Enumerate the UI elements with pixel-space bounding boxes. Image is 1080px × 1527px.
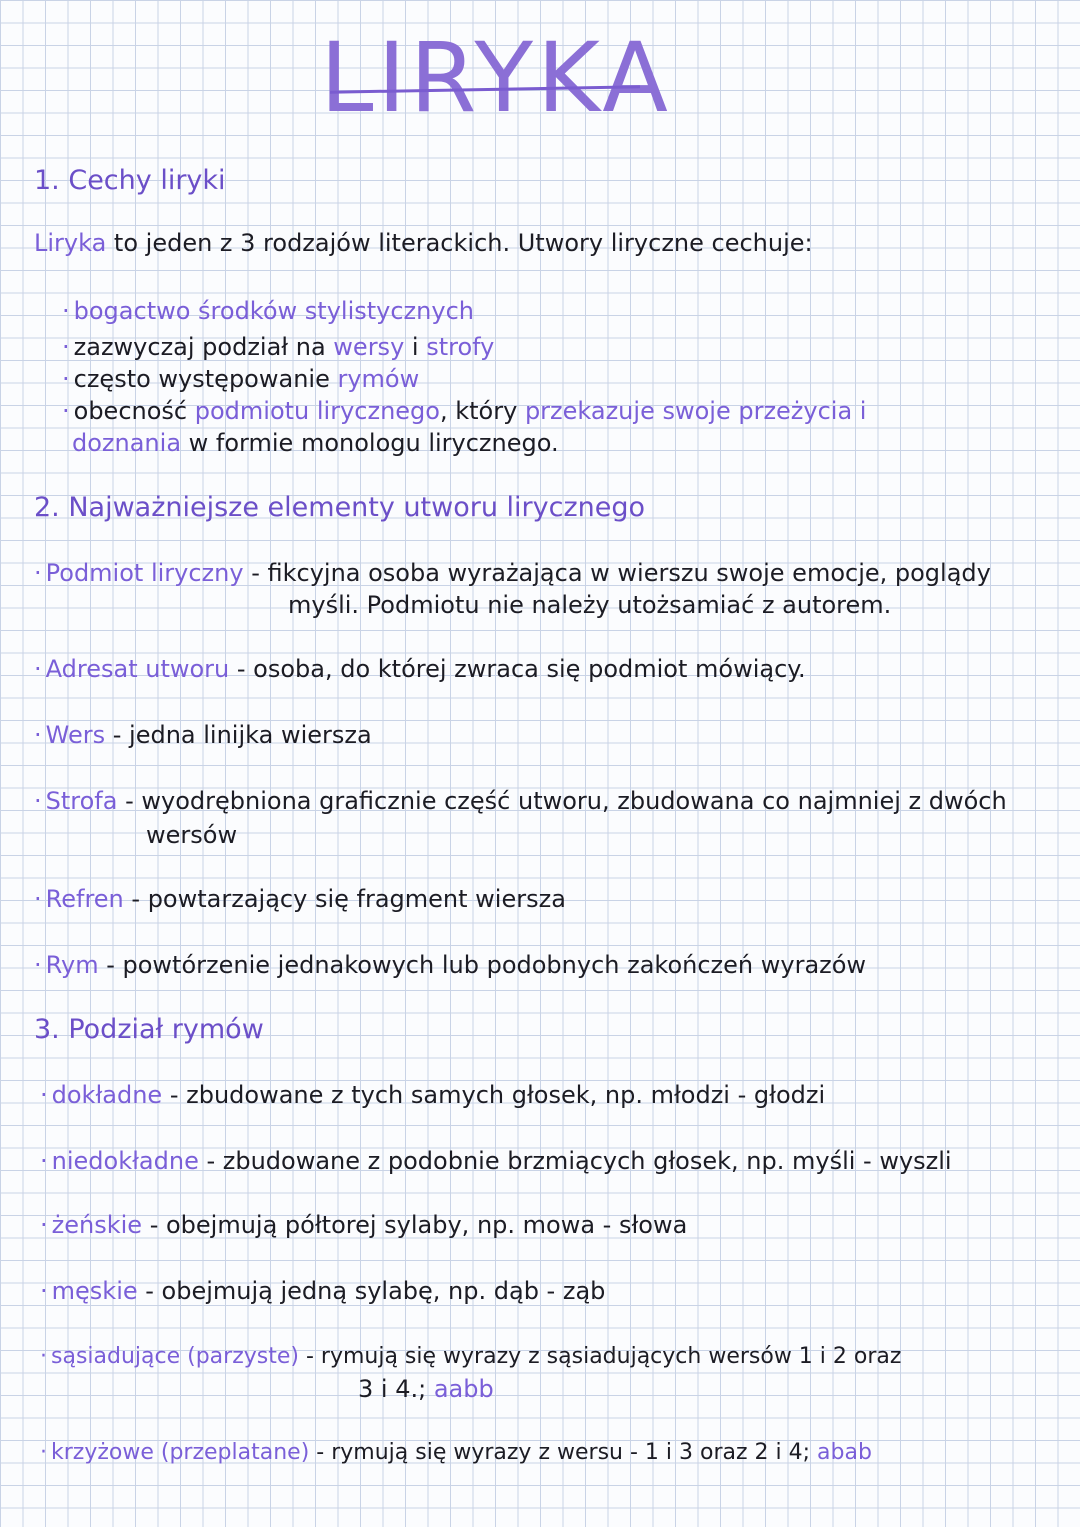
list-item: · bogactwo środków stylistycznych xyxy=(62,297,474,325)
rhyme-type-item: · krzyżowe (przeplatane) - rymują się wyrazy z wersu - 1 i 3 oraz 2 i 4; abab xyxy=(40,1440,872,1465)
definition-term: Strofa xyxy=(45,787,118,815)
bullet-text: obecność xyxy=(73,397,195,425)
definition-term: Adresat utworu xyxy=(45,655,230,683)
page-title: LIRYKA xyxy=(320,22,672,134)
definition-text: - fikcyjna osoba wyrażająca w wierszu swoje emocje, poglądy xyxy=(243,559,991,587)
bullet-highlight: strofy xyxy=(426,333,495,361)
rhyme-term: krzyżowe (przeplatane) xyxy=(51,1440,310,1465)
rhyme-text: - zbudowane z tych samych głosek, np. młodzi - głodzi xyxy=(162,1081,826,1109)
rhyme-text: 3 i 4.; xyxy=(358,1375,434,1403)
section-heading-2: 2. Najważniejsze elementy utworu lirycznego xyxy=(34,492,646,523)
definition-term: Podmiot liryczny xyxy=(45,559,244,587)
definition-item: · Podmiot liryczny - fikcyjna osoba wyrażająca w wierszu swoje emocje, poglądy xyxy=(34,559,991,587)
definition-text: - osoba, do której zwraca się podmiot mówiący. xyxy=(229,655,806,683)
list-item: · obecność podmiotu lirycznego, który przekazuje swoje przeżycia i xyxy=(62,397,867,425)
rhyme-type-item: · żeńskie - obejmują półtorej sylaby, np. mowa - słowa xyxy=(40,1211,688,1239)
bullet-highlight: przekazuje swoje przeżycia i xyxy=(524,397,867,425)
rhyme-text: - zbudowane z podobnie brzmiących głosek, np. myśli - wyszli xyxy=(198,1147,952,1175)
definition-continuation: wersów xyxy=(146,821,238,849)
definition-item: · Refren - powtarzający się fragment wiersza xyxy=(34,885,566,913)
list-item: · często występowanie rymów xyxy=(62,365,420,393)
bullet-text: , który xyxy=(439,397,525,425)
definition-term: Rym xyxy=(45,951,99,979)
bullet-text: bogactwo środków stylistycznych xyxy=(73,297,474,325)
intro-line xyxy=(34,230,813,258)
definition-continuation: myśli. Podmiotu nie należy utożsamiać z autorem. xyxy=(288,591,892,619)
rhyme-type-item: · niedokładne - zbudowane z podobnie brzmiących głosek, np. myśli - wyszli xyxy=(40,1147,952,1175)
bullet-highlight: wersy xyxy=(333,333,405,361)
bullet-text: w formie monologu lirycznego. xyxy=(181,429,559,457)
definition-item: · Adresat utworu - osoba, do której zwraca się podmiot mówiący. xyxy=(34,655,806,683)
rhyme-term: sąsiadujące (parzyste) xyxy=(51,1344,299,1369)
rhyme-type-item: · dokładne - zbudowane z tych samych głosek, np. młodzi - głodzi xyxy=(40,1081,826,1109)
rhyme-type-item: · męskie - obejmują jedną sylabę, np. dąb - ząb xyxy=(40,1277,606,1305)
definition-term: Wers xyxy=(45,721,106,749)
definition-item: · Strofa - wyodrębniona graficznie część utworu, zbudowana co najmniej z dwóch xyxy=(34,787,1007,815)
intro-term: Liryka xyxy=(34,229,107,257)
definition-text: - wyodrębniona graficznie część utworu, zbudowana co najmniej z dwóch xyxy=(117,787,1007,815)
section-heading-1: 1. Cechy liryki xyxy=(34,165,226,196)
rhyme-scheme: aabb xyxy=(433,1375,494,1403)
rhyme-scheme: abab xyxy=(817,1440,872,1465)
list-item-continuation xyxy=(72,430,559,458)
rhyme-text: - obejmują półtorej sylaby, np. mowa - słowa xyxy=(142,1211,688,1239)
rhyme-term: dokładne xyxy=(51,1081,163,1109)
section-heading-3: 3. Podział rymów xyxy=(34,1014,264,1045)
rhyme-text: - obejmują jedną sylabę, np. dąb - ząb xyxy=(137,1277,606,1305)
definition-text: - powtórzenie jednakowych lub podobnych zakończeń wyrazów xyxy=(98,951,867,979)
rhyme-continuation xyxy=(358,1376,494,1404)
definition-term: Refren xyxy=(45,885,124,913)
bullet-highlight: podmiotu lirycznego xyxy=(194,397,440,425)
list-item: · zazwyczaj podział na wersy i strofy xyxy=(62,333,495,361)
definition-item: · Rym - powtórzenie jednakowych lub podobnych zakończeń wyrazów xyxy=(34,951,867,979)
rhyme-text: - rymują się wyrazy z wersu - 1 i 3 oraz 2 i 4; xyxy=(309,1440,818,1465)
bullet-highlight: doznania xyxy=(72,429,182,457)
rhyme-type-item: · sąsiadujące (parzyste) - rymują się wyrazy z sąsiadujących wersów 1 i 2 oraz xyxy=(40,1344,902,1369)
rhyme-term: żeńskie xyxy=(51,1211,143,1239)
bullet-text: i xyxy=(404,333,427,361)
rhyme-term: niedokładne xyxy=(51,1147,199,1175)
intro-text: to jeden z 3 rodzajów literackich. Utwory liryczne cechuje: xyxy=(106,229,813,257)
definition-item: · Wers - jedna linijka wiersza xyxy=(34,721,372,749)
rhyme-text: - rymują się wyrazy z sąsiadujących wersów 1 i 2 oraz xyxy=(298,1344,902,1369)
definition-text: - jedna linijka wiersza xyxy=(105,721,372,749)
bullet-text: często występowanie xyxy=(73,365,338,393)
rhyme-term: męskie xyxy=(51,1277,138,1305)
bullet-highlight: rymów xyxy=(337,365,420,393)
bullet-text: zazwyczaj podział na xyxy=(73,333,334,361)
definition-text: - powtarzający się fragment wiersza xyxy=(123,885,566,913)
